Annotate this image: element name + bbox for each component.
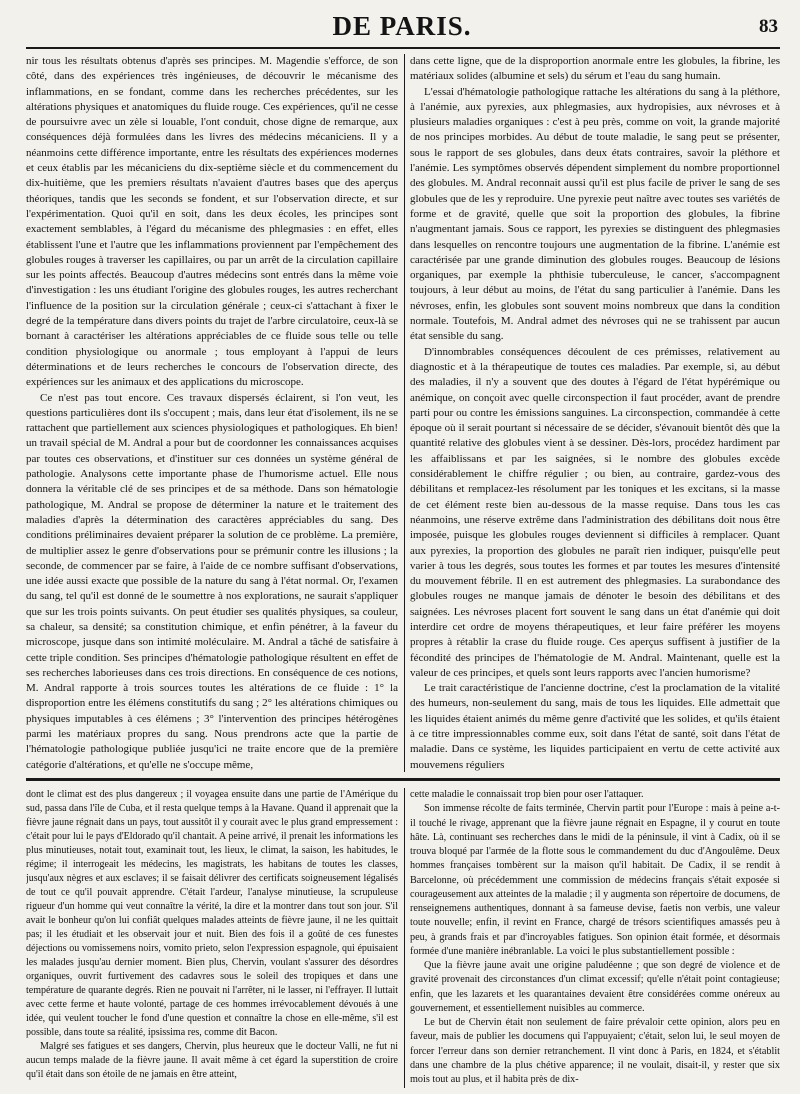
article-column-top-right [410, 54, 780, 772]
paragraph: Son immense récolte de faits terminée, Chervin partit pour l'Europe : mais à peine a-t-il touché le rivage, apprenant que la fièvre jaune régnait en Espagne, il y courut en toute hâte. Là, continuant ses recherches dans le midi de la péninsule, il vint à Cadix, où il se trouva bloqué par l'armée de la flotte sous le commandement du duc d'Angoulême. Deux hommes françaises tombèrent sur la maison qu'il habitait. De Cadix, il se rendit à Barcelonne, où précédemment une commission de médecins français s'était exposée si courageusement aux atteintes de la maladie ; il y augmenta son répertoire de documens, de renseignemens authentiques, donnant à sa fameuse devise, faetis non verbis, une valeur toute nouvelle; enfin, il revint en France, chargé de trésors scientifiques amassés peu à peu, à grands frais et par d'incroyables fatigues. Son opinion était formée, et désormais formée d'une manière inébranlable. La voici le plus substantiellement possible : [410, 803, 780, 957]
page-header [26, 10, 778, 44]
feuilleton-column-right [410, 788, 780, 1088]
article-column-top-left [26, 54, 398, 772]
paragraph: Le trait caractéristique de l'ancienne doctrine, c'est la proclamation de la vitalité des humeurs, non-seulement du sang, mais de tous les liquides. Elle admettait que les liquides étaient animés du même genre d'activité que les solides, et qu'ils étaient à ce titre impressionnables comme eux, soit dans l'état de santé, soit dans l'état de maladie. Dans ce système, les liquides participaient en vertu de cette activité aux mouvemens réguliers [410, 682, 780, 771]
paragraph: dans cette ligne, que de la disproportion anormale entre les globules, la fibrine, les matériaux solides (albumine et sels) du sérum et l'eau du sang humain. [410, 55, 780, 83]
feuilleton-column-left [26, 788, 398, 1088]
paragraph: D'innombrables conséquences découlent de ces prémisses, relativement au diagnostic et à la thérapeutique de toutes ces maladies. Par exemple, si, au début des maladies, il n'y a souvent que des doutes à l'égard de l'état hypérémique ou anémique, on conçoit avec quelle circonspection il faut procéder, avant de prendre parti pour ou contre les émissions sanguines. La circonspection, commandée à cette époque où il serait pourtant si nécessaire de se décider, s'évanouit bientôt dès que la quantité relative des globules vient à se dessiner. Dès-lors, procédez hardiment par les affaiblissans et par les saignées, si le nombre des globules excède considérablement le chiffre régulier ; ou bien, au contraire, gardez-vous des débilitans et remplacez-les résolument par les toniques et les excitans, si la masse de cet élément reste bien au-dessous de la masse requise. Dans tous les cas néanmoins, une réserve extrême dans l'administration des débilitans doit nous être imposée, puisque les globules rouges deviennent si difficiles à remplacer. Quant aux pyrexies, la proportion des globules ne paraît rien indiquer, puisqu'elle peut varier à tous les degrés, sous toutes les formes et par toutes les mesures d'intensité du mouvement fébrile. Il en est autrement des phlegmasies. La surabondance des globules rouges ne manque jamais de dénoter le besoin des débilitans et des saignées. Les névroses placent fort souvent le sang dans un état d'anémie qui doit interdire cet ordre de moyens thérapeutiques, et leur faire préférer les moyens propres à rétablir la crase du fluide rouge. Ces aperçus suffisent à justifier de la fécondité des principes de l'hématologie de M. Andral. Maintenant, quelle est la valeur de ces principes, et quels sont leurs rapports avec l'ancien humorisme? [410, 345, 780, 679]
header-rule [26, 47, 780, 49]
paragraph: Le but de Chervin était non seulement de faire prévaloir cette opinion, alors peu en faveur, mais de publier les documens qui l'appuyaient; c'était, selon lui, le seul moyen de forcer l'erreur dans son dernier retranchement. Il vint donc à Paris, en 1824, et s'établit dans une chambre de la plus chétive apparence; il ne voulait, disait-il, y rester que six mois tout au plus, et il habita près de dix- [410, 1017, 780, 1085]
paragraph: dont le climat est des plus dangereux ; il voyagea ensuite dans une partie de l'Amérique du sud, passa dans l'île de Cuba, et il resta quelque temps à la Havane. Quand il apprenait que la fièvre jaune régnait dans un pays, tout aussitôt il y courait avec le plus grand empressement : c'était pour lui le pays d'Eldorado qu'il chantait. A peine arrivé, il prenait les informations les plus minutieuses, notait tout, examinait tout, les lieux, le climat, la saison, les habitudes, le régime; il interrogeait les médecins, les magistrats, les habitans de toutes les classes, jusqu'aux nègres et aux esclaves; il se faisait délivrer des certificats soigneusement légalisés de tout ce qu'il pouvait apprendre. C'était l'ardeur, l'analyse minutieuse, la scrupuleuse rigueur d'un homme qui veut connaître la vérité, la dire et la montrer dans tout son jour. S'il avait le bonheur qu'on lui confiât quelques malades atteints de fièvre jaune, il ne les quittait pas; il les étudiait et les observait jour et nuit. Bien des fois il a goûté de ces funestes déjections ou vomissemens noirs, vomito prieto, selon l'expression espagnole, qui épuisaient les malades jusqu'au dernier moment. Bien plus, Chervin, voulant s'assurer des désordres organiques, ouvrit furtivement des cadavres sous le soleil des tropiques et dans une température de quarante degrés. Rien ne pouvait ni l'arrêter, ni le lasser, ni l'effrayer. Il luttait avec cette ferme et haute volonté, partage de ces hommes irrévocablement dévoués à une idée, qui veulent toucher le fond d'une question et connaître la chose en elle-même, s'il est possible, dans toute sa réalité, ipsissima res, comme dit Bacon. [26, 789, 398, 1038]
paragraph: nir tous les résultats obtenus d'après ses principes. M. Magendie s'efforce, de son côté, dans des expériences très ingénieuses, de découvrir le mécanisme des inflammations, en se fondant, comme dans les recherches précédentes, sur les altérations physiques et anatomiques du fluide rouge. Ces expériences, qu'il ne cesse de poursuivre avec un zèle si louable, l'ont conduit, chose digne de remarque, aux conséquences déjà formulées dans les livres des médecins mécaniciens. Il y a néanmoins cette différence importante, entre les résultats des expériences modernes et ceux établis par les mécaniciens du dix-septième siècle et du commencement du dix-huitième, que les premiers résultats n'avaient d'autres bases que des aperçus théoriques, tandis que les seconds se fondent, et sur l'observation directe, et sur l'expérimentation. Quoi qu'il en soit, dans les deux écoles, les principes sont exactement semblables, à l'égard du mécanisme des phlegmasies : en effet, elles établissent l'une et l'autre que les inflammations proviennent par l'empêchement des globules rouges à traverser les capillaires, ou par un arrêt de la circulation capillaire sur les points affectés. Beaucoup d'autres médecins sont entrés dans la même voie d'investigation : les uns étudiant l'origine des globules rouges, les autres recherchant l'influence de la position sur la circulation générale ; ceux-ci s'attachant à fixer le degré de la température dans divers points du trajet de l'arbre circulatoire, ceux-là se bornant à caractériser les altérations appréciables de ce fluide sous telle ou telle condition physiologique ou anormale ; tous employant à l'appui de leurs déterminations et de leurs recherches le concours de l'observation directe, des expériences sur les animaux et des applications du microscope. [26, 55, 398, 389]
paragraph: L'essai d'hématologie pathologique rattache les altérations du sang à la pléthore, à l'anémie, aux pyrexies, aux phlegmasies, aux hydropisies, aux névroses et à plusieurs maladies organiques : c'est à peu près, comme on voit, la grande majorité de nos principes morbides. Au début de toute maladie, le sang peut se présenter, sous le rapport de ses globules, dans deux états contraires, savoir la pléthore et l'anémie. Les symptômes observés dépendent simplement du nombre proportionnel des globules. M. Andral reconnait aussi qu'il est plus facile de priver le sang de ses globules que de les y reproduire. Une pyrexie peut naître avec toutes ses variétés de forme et de gravité, quelle que soit la proportion des globules, la fibrine n'augmentant jamais. Sous ce rapport, les pyrexies se distinguent des phlegmasies dans lesquelles on rencontre toujours une augmentation de la fibrine. L'anémie est caractérisée par une grande diminution des globules rouges. Beaucoup de lésions organiques, par exemple la phthisie tuberculeuse, le cancer, s'accompagnent toujours, à leur début au moins, de l'état du sang particulier à l'anémie. Dans les névroses, enfin, les globules sont souvent moins nombreux que dans la condition normale. Toutefois, M. Andral admet des névroses qui ne se trahissent par aucun état sensible du sang. [410, 85, 780, 343]
page-number: 83 [759, 16, 778, 37]
column-divider-top [404, 54, 405, 772]
column-divider-bottom [404, 788, 405, 1088]
paragraph: cette maladie le connaissait trop bien pour oser l'attaquer. [410, 789, 644, 800]
paragraph: Ce n'est pas tout encore. Ces travaux dispersés éclairent, si l'on veut, les questions particulières dont ils s'occupent ; mais, dans leur état d'isolement, ils ne se rattachent que partiellement aux sciences physiologiques et pathologiques. Eh bien! un travail spécial de M. Andral a pour but de coordonner les connaissances acquises par toutes ces observations, et d'instituer sur ces données un système général de pathologie. Analysons cette importante phase de l'humorisme actuel. Elle nous donnera la véritable clé de ses principes et de sa méthode. Dans son hématologie pathologique, M. Andral se propose de déterminer la nature et le traitement des maladies d'après la détermination des caractères appréciables du sang. Des conditions préliminaires devaient préparer la solution de ce problème. La première, de multiplier assez le genre d'observations pour se prémunir contre les illusions ; la seconde, de commencer par se faire, à l'aide de ce nombre suffisant d'observations, une idée aussi exacte que possible de la nature du sang à l'état normal. Or, l'examen du sang, tel qu'il est donné de le soumettre à nos explorations, ne saurait s'appliquer que sur les trois points suivants. On peut étudier ses qualités physiques, sa couleur, sa chaleur, sa densité; sa constitution chimique, et enfin pénétrer, à la faveur du microscope, jusque dans son intimité moléculaire. M. Andral a tâché de satisfaire à cette triple condition. Ses principes d'hématologie pathologique résultent en effet de ses recherches laborieuses dans ces trois directions. En conséquence de ces notions, M. Andral rapporte à trois sources toutes les altérations de ce fluide : 1° la disproportion entre les élémens constitutifs du sang ; 2° les altérations chimiques ou physiques imputables à ces élémens ; 3° l'intervention des principes hétérogènes parmi les matériaux propres du sang. Nous prendrons acte que la partie de l'hématologie pathologique publiée jusqu'ici ne traite encore que de la première catégorie d'altérations, et qu'elle ne s'occupe même, [26, 391, 398, 771]
section-divider [26, 778, 780, 781]
paragraph: Que la fièvre jaune avait une origine paludéenne ; que son degré de violence et de gravité provenait des circonstances d'un climat excessif; qu'elle n'était point contagieuse; enfin, que les lazarets et les quarantaines devaient être considérées comme onéreux au gouvernement, et essentiellement nuisibles au commerce. [410, 960, 780, 1014]
running-title: DE PARIS. [332, 11, 472, 41]
paragraph: Malgré ses fatigues et ses dangers, Chervin, plus heureux que le docteur Valli, ne fut ni aucun temps malade de la fièvre jaune. Il avait même à cet égard la superstition de croire qu'il était dans son étoile de ne jamais en être atteint, [26, 1040, 398, 1080]
